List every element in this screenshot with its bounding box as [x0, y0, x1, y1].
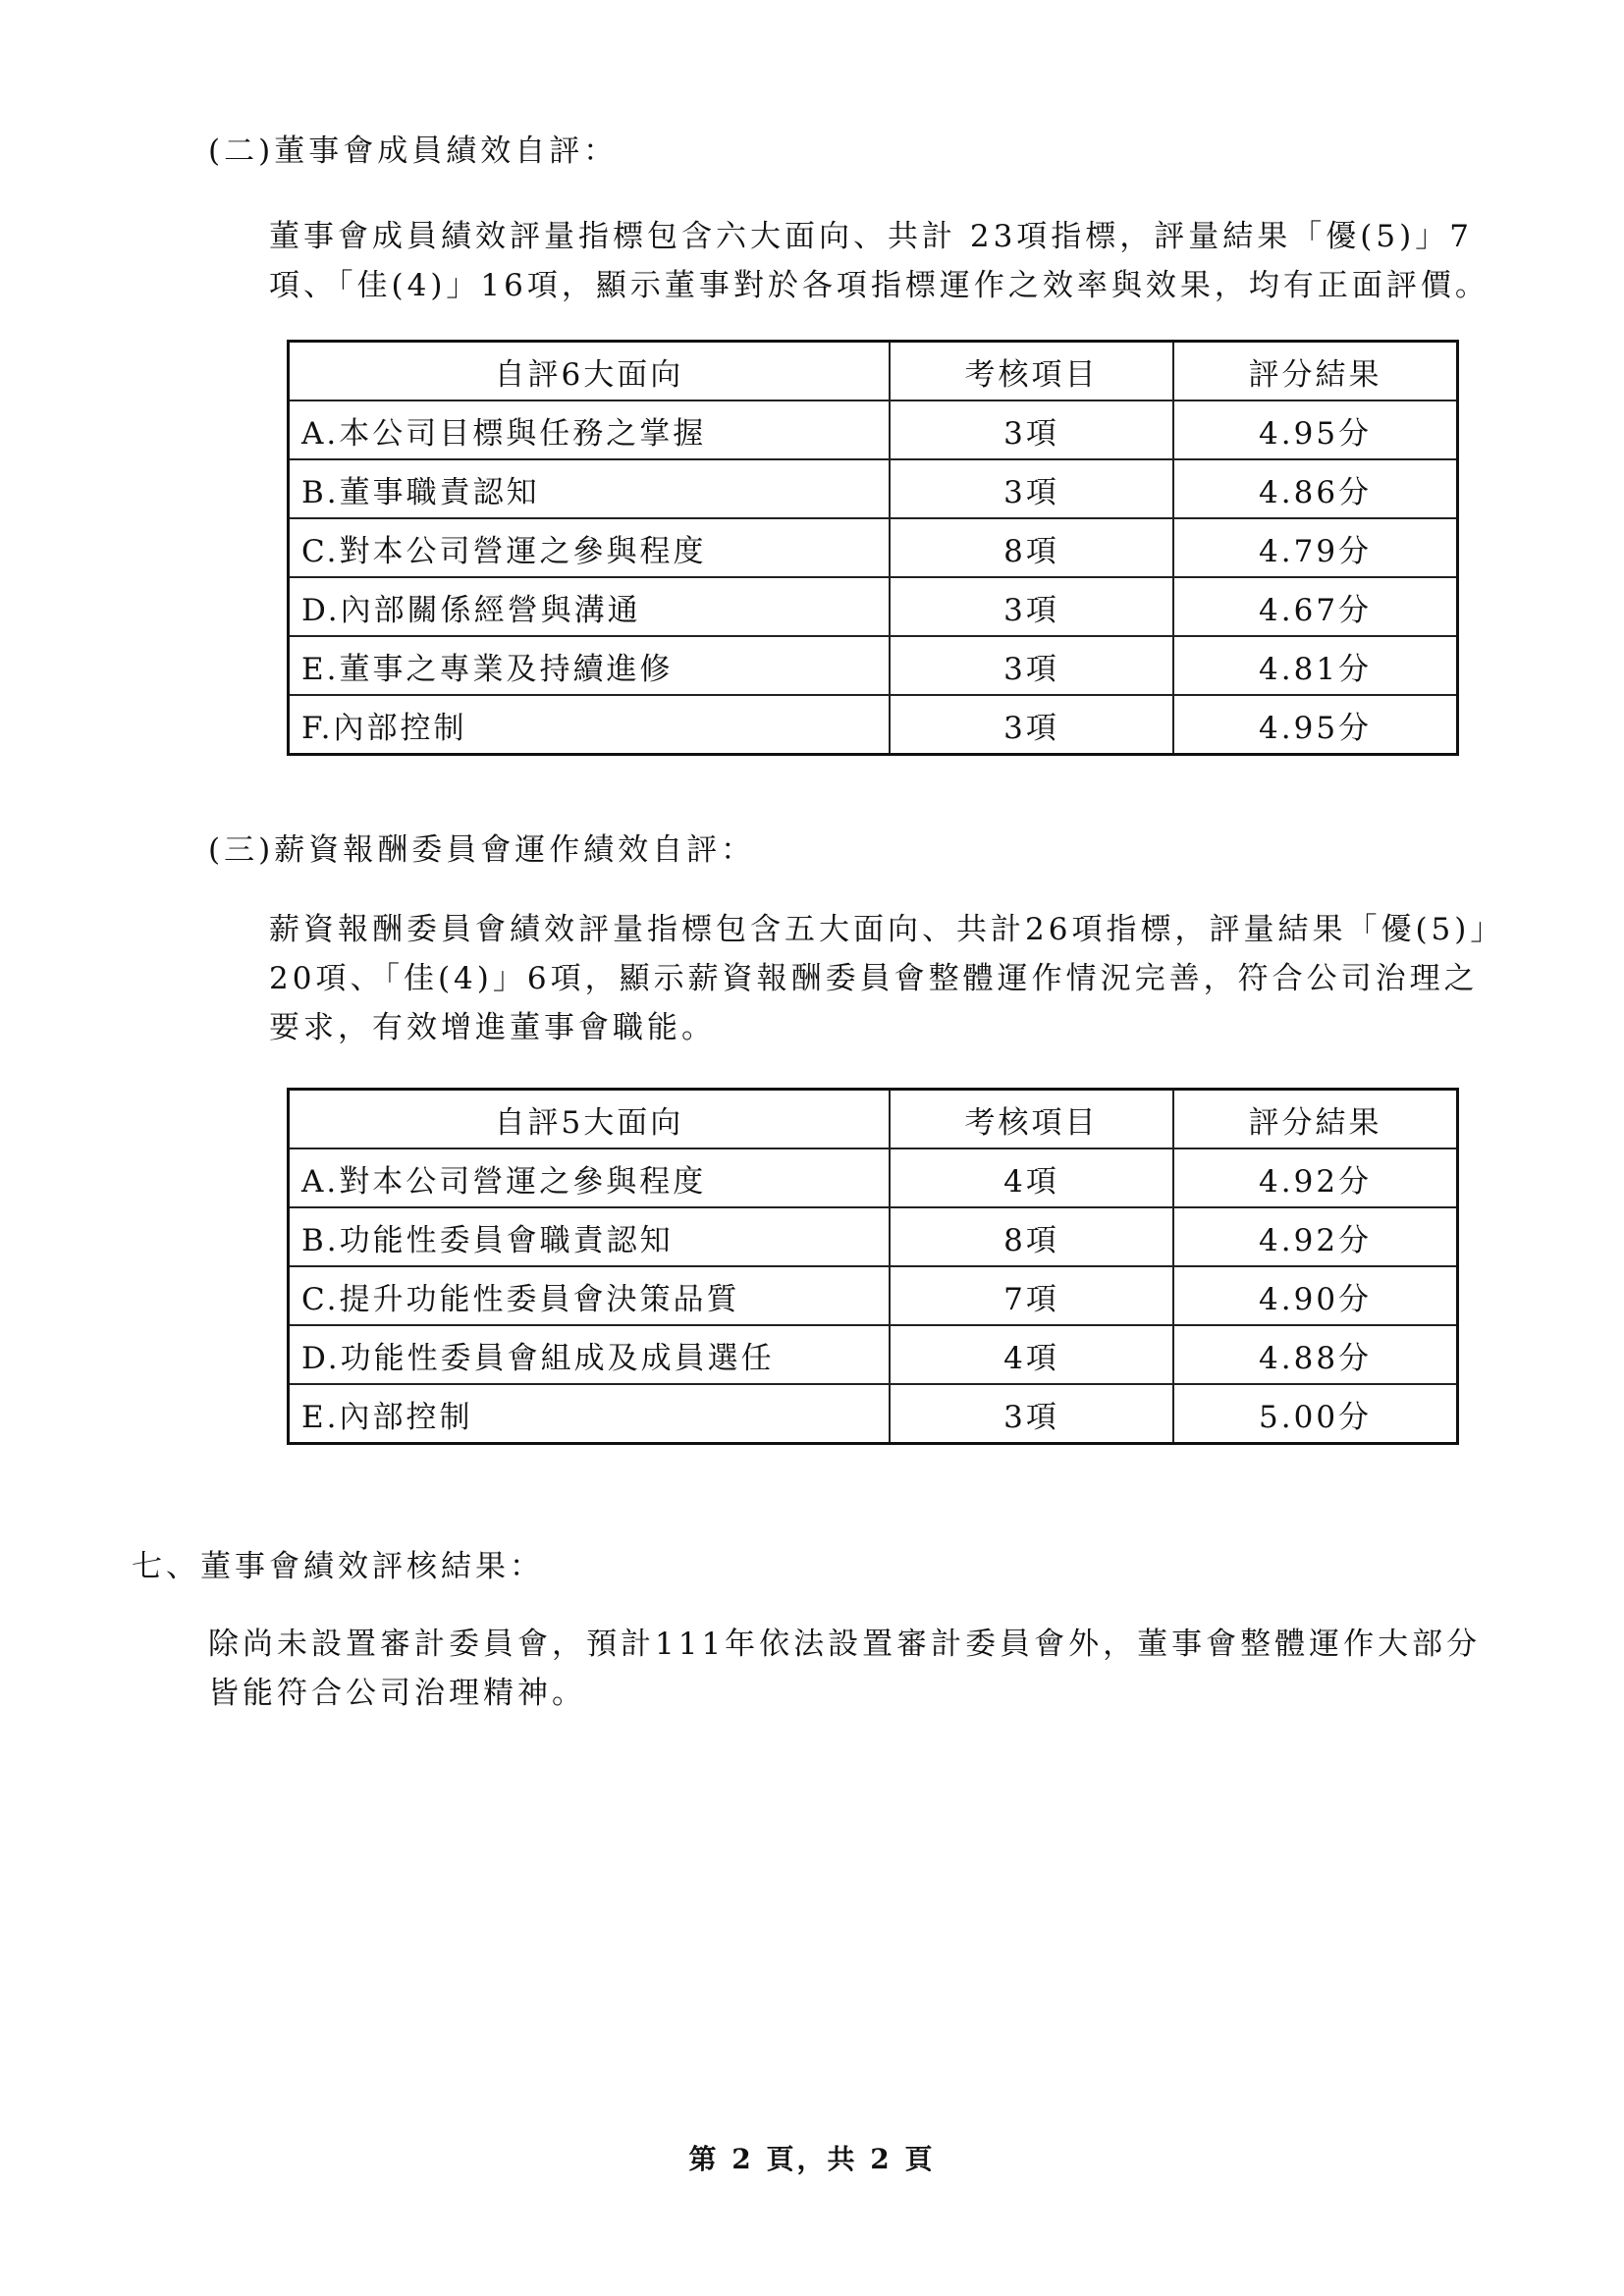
column-header-aspect: 自評6大面向: [289, 342, 890, 401]
table-header-row: [289, 1090, 1458, 1149]
aspect-cell: C.提升功能性委員會決策品質: [289, 1266, 890, 1325]
board-member-score-table: [287, 340, 1459, 756]
items-cell: 7項: [890, 1266, 1173, 1325]
items-cell: 3項: [890, 1384, 1173, 1444]
section2-paragraph: [269, 212, 1489, 310]
table-row: [289, 577, 1458, 636]
score-cell: 4.67分: [1173, 577, 1457, 636]
items-cell: 4項: [890, 1325, 1173, 1384]
items-cell: 8項: [890, 1207, 1173, 1266]
section3-paragraph-line: 要求，有效增進董事會職能。: [269, 1010, 716, 1045]
score-cell: 4.79分: [1173, 518, 1457, 577]
items-cell: 3項: [890, 400, 1173, 459]
section3-heading: (三)薪資報酬委員會運作績效自評：: [208, 832, 756, 868]
score-cell: 4.86分: [1173, 459, 1457, 518]
section7-paragraph-line: 除尚未設置審計委員會，預計111年依法設置審計委員會外，董事會整體運作大部分: [208, 1627, 1482, 1662]
table-row: [289, 1148, 1458, 1207]
section7-paragraph: [208, 1620, 1481, 1718]
aspect-cell: A.對本公司營運之參與程度: [289, 1148, 890, 1207]
table-row: [289, 1207, 1458, 1266]
section3-paragraph-line: 薪資報酬委員會績效評量指標包含五大面向、共計26項指標，評量結果「優(5)」: [269, 912, 1505, 947]
aspect-cell: B.董事職責認知: [289, 459, 890, 518]
items-cell: 3項: [890, 695, 1173, 755]
page-number-footer: 第 2 頁，共 2 頁: [688, 2143, 936, 2175]
score-cell: 4.88分: [1173, 1325, 1457, 1384]
aspect-cell: D.內部關係經營與溝通: [289, 577, 890, 636]
score-cell: 4.81分: [1173, 636, 1457, 695]
column-header-score: 評分結果: [1173, 1090, 1457, 1149]
items-cell: 3項: [890, 636, 1173, 695]
section2-paragraph-line: 董事會成員績效評量指標包含六大面向、共計 23項指標，評量結果「優(5)」7: [269, 219, 1473, 254]
aspect-cell: C.對本公司營運之參與程度: [289, 518, 890, 577]
table-row: [289, 695, 1458, 755]
aspect-cell: F.內部控制: [289, 695, 890, 755]
table-row: [289, 400, 1458, 459]
table-row: [289, 636, 1458, 695]
section7-heading: 七、董事會績效評核結果：: [132, 1549, 544, 1584]
section3-paragraph: [269, 905, 1504, 1052]
score-cell: 4.92分: [1173, 1148, 1457, 1207]
score-cell: 4.90分: [1173, 1266, 1457, 1325]
column-header-items: 考核項目: [890, 342, 1173, 401]
section3-paragraph-line: 20項、「佳(4)」6項，顯示薪資報酬委員會整體運作情況完善，符合公司治理之: [269, 961, 1479, 996]
table-row: [289, 518, 1458, 577]
aspect-cell: A.本公司目標與任務之掌握: [289, 400, 890, 459]
score-cell: 4.95分: [1173, 695, 1457, 755]
items-cell: 3項: [890, 577, 1173, 636]
aspect-cell: D.功能性委員會組成及成員選任: [289, 1325, 890, 1384]
items-cell: 3項: [890, 459, 1173, 518]
column-header-score: 評分結果: [1173, 342, 1457, 401]
section2-heading: (二)董事會成員績效自評：: [208, 133, 619, 169]
table-row: [289, 1384, 1458, 1444]
section2-paragraph-line: 項、「佳(4)」16項，顯示董事對於各項指標運作之效率與效果，均有正面評價。: [269, 268, 1489, 303]
compensation-committee-score-table: [287, 1088, 1459, 1445]
table-header-row: [289, 342, 1458, 401]
items-cell: 4項: [890, 1148, 1173, 1207]
column-header-items: 考核項目: [890, 1090, 1173, 1149]
table-row: [289, 459, 1458, 518]
column-header-aspect: 自評5大面向: [289, 1090, 890, 1149]
table-row: [289, 1266, 1458, 1325]
score-cell: 5.00分: [1173, 1384, 1457, 1444]
table-row: [289, 1325, 1458, 1384]
section7-paragraph-line: 皆能符合公司治理精神。: [208, 1676, 586, 1711]
aspect-cell: E.內部控制: [289, 1384, 890, 1444]
aspect-cell: E.董事之專業及持續進修: [289, 636, 890, 695]
score-cell: 4.92分: [1173, 1207, 1457, 1266]
score-cell: 4.95分: [1173, 400, 1457, 459]
items-cell: 8項: [890, 518, 1173, 577]
aspect-cell: B.功能性委員會職責認知: [289, 1207, 890, 1266]
